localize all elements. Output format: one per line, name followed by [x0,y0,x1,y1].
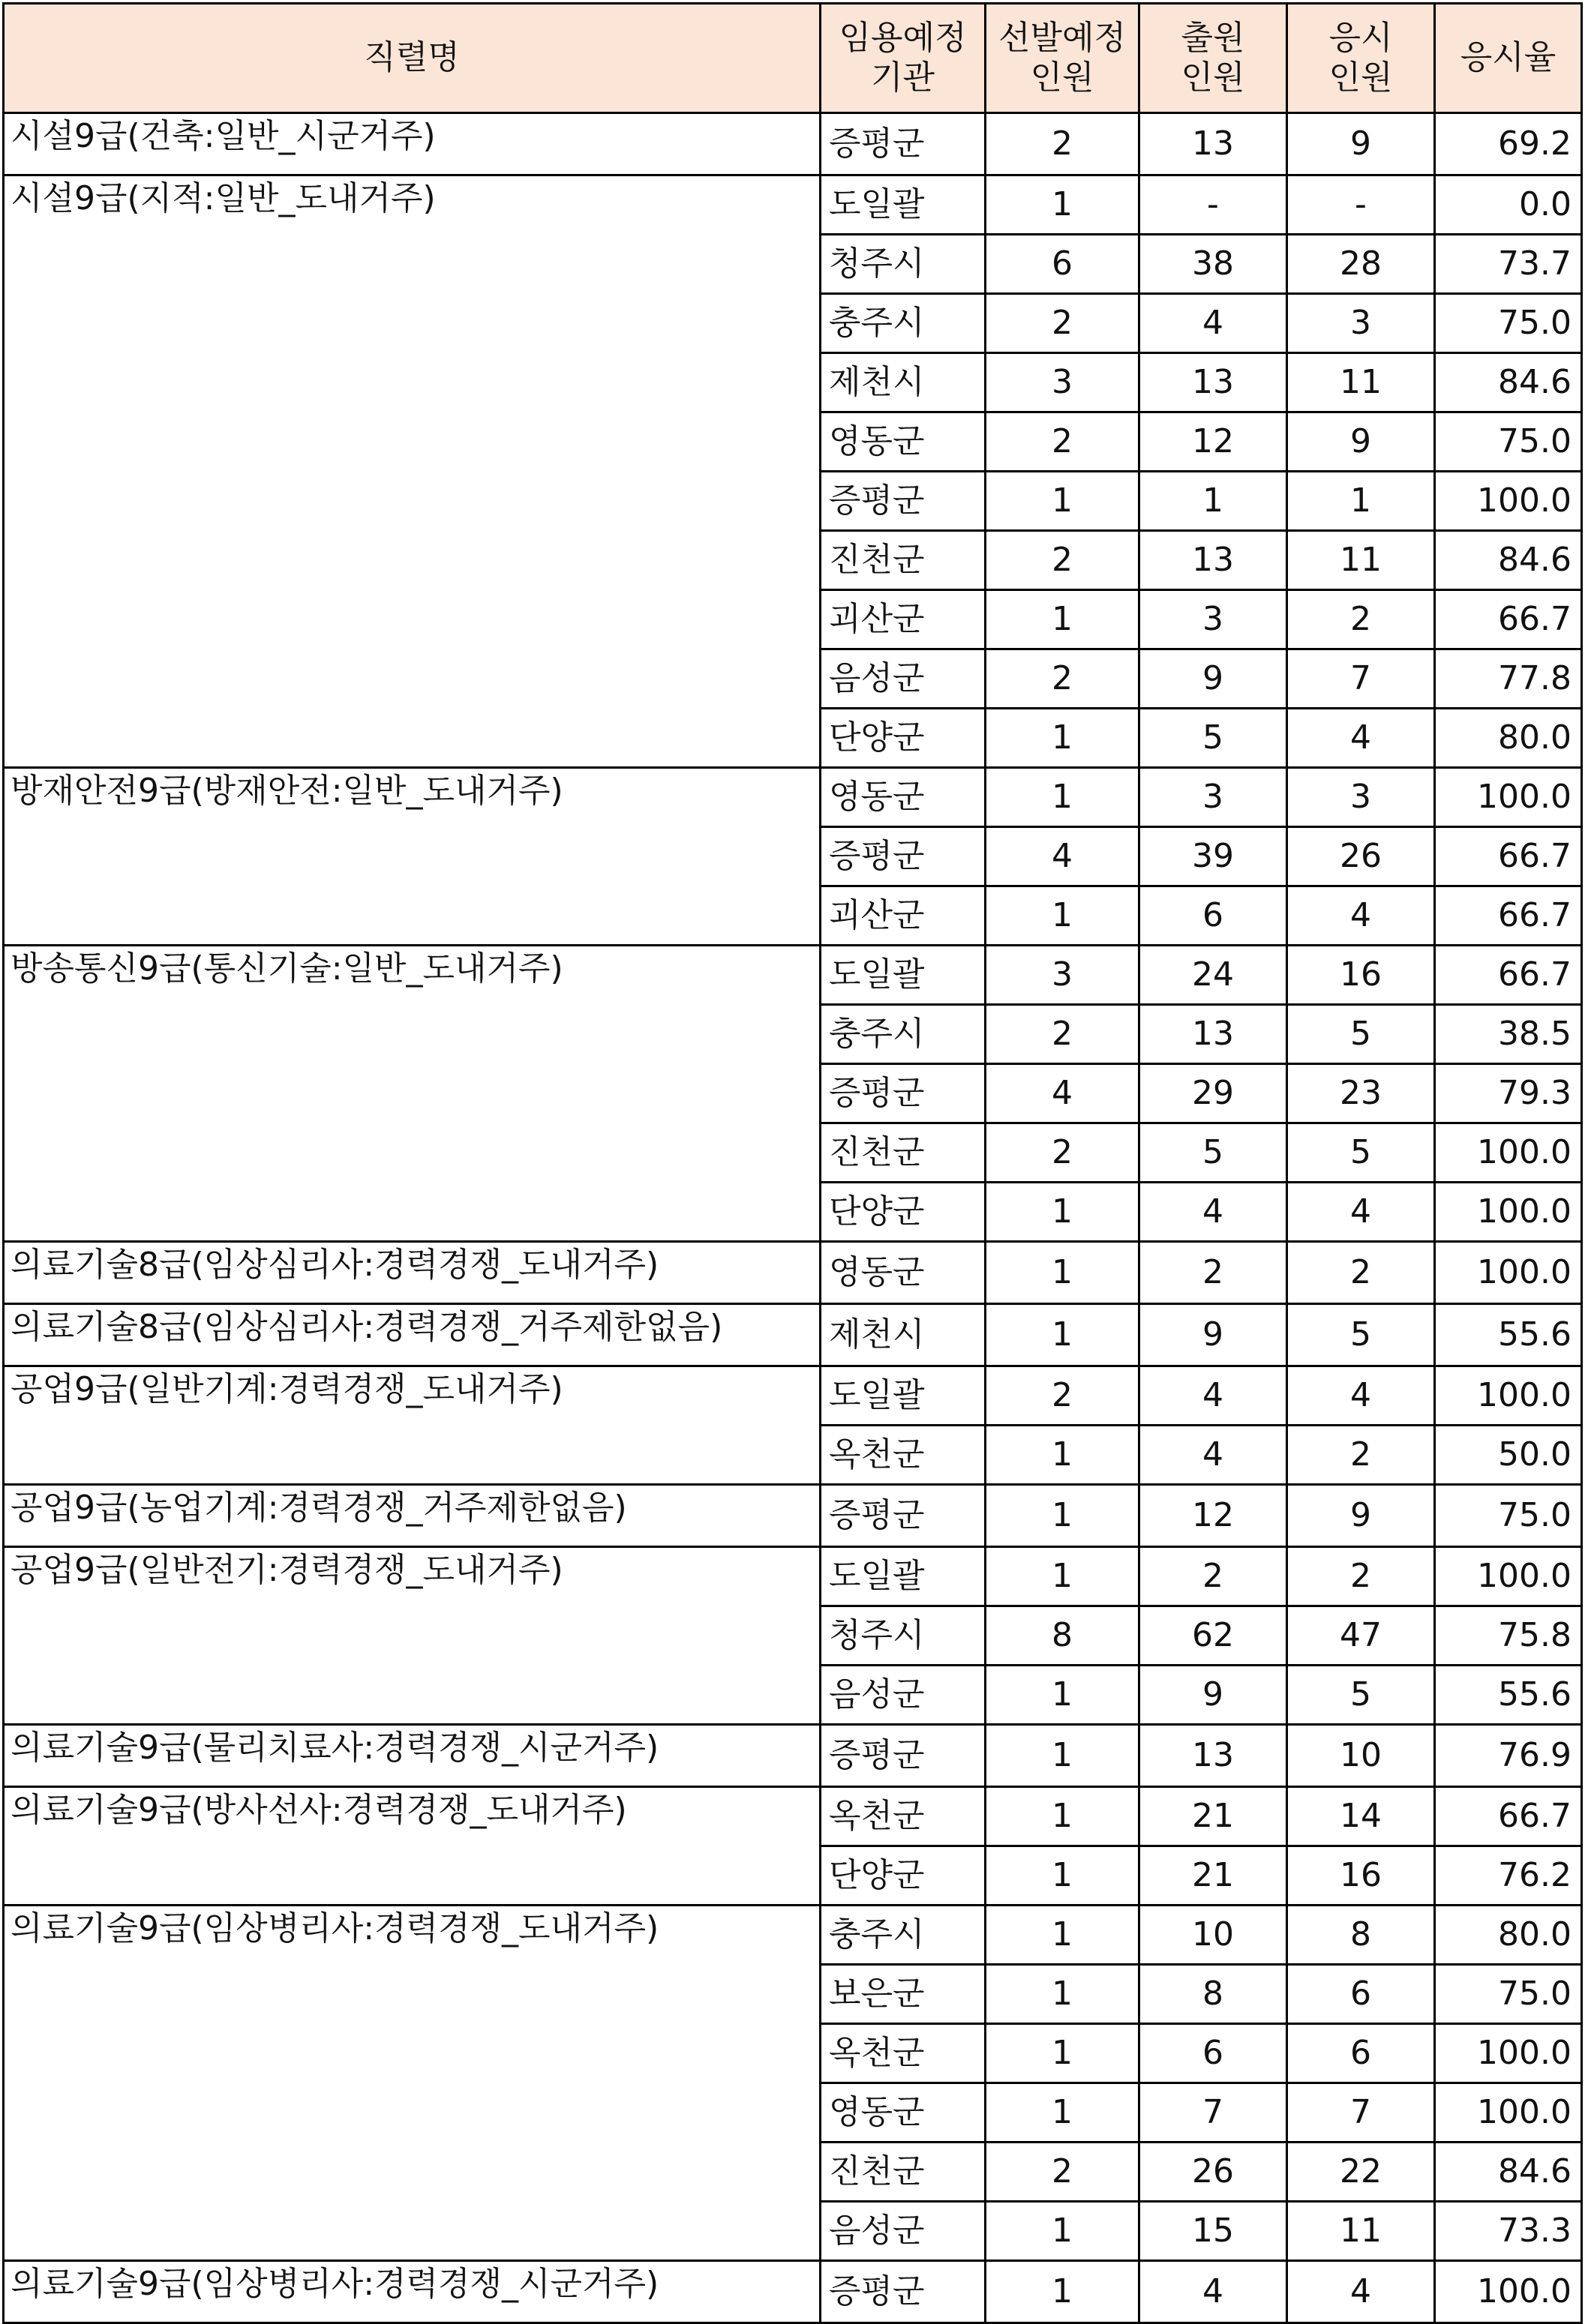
applicants-cell: 1 [1139,472,1287,531]
header-selection: 선발예정 인원 [986,4,1139,113]
examinees-cell: 4 [1287,1183,1435,1242]
applicants-cell: 5 [1139,709,1287,768]
examinees-cell: 5 [1287,1123,1435,1183]
org-cell: 단양군 [821,709,986,768]
rate-cell: 0.0 [1435,175,1582,235]
org-cell: 음성군 [821,1666,986,1725]
org-cell: 음성군 [821,2202,986,2261]
table-row [4,1304,1582,1366]
examinees-cell: 2 [1287,1426,1435,1485]
applicants-cell: 4 [1139,1183,1287,1242]
org-cell: 옥천군 [821,2024,986,2083]
table-row [4,1485,1582,1547]
rate-cell: 100.0 [1435,2261,1582,2323]
selection-cell: 1 [986,2261,1139,2323]
job-title-cell: 의료기술9급(물리치료사:경력경쟁_시군거주) [4,1725,821,1787]
org-cell: 옥천군 [821,1426,986,1485]
rate-cell: 75.8 [1435,1606,1582,1666]
org-cell: 증평군 [821,472,986,531]
examinees-cell: 11 [1287,353,1435,412]
applicants-cell: 29 [1139,1064,1287,1123]
selection-cell: 1 [986,2083,1139,2143]
examinees-cell: 9 [1287,1485,1435,1547]
rate-cell: 100.0 [1435,1183,1582,1242]
job-title-cell: 의료기술9급(임상병리사:경력경쟁_도내거주) [4,1906,821,2261]
rate-cell: 38.5 [1435,1005,1582,1064]
selection-cell: 1 [986,175,1139,235]
org-cell: 영동군 [821,1242,986,1304]
applicants-cell: 5 [1139,1123,1287,1183]
rate-cell: 100.0 [1435,1123,1582,1183]
applicants-cell: 12 [1139,1485,1287,1547]
selection-cell: 2 [986,2143,1139,2202]
org-cell: 진천군 [821,531,986,590]
applicants-cell: 26 [1139,2143,1287,2202]
examinees-cell: 11 [1287,2202,1435,2261]
rate-cell: 100.0 [1435,2083,1582,2143]
examinees-cell: 47 [1287,1606,1435,1666]
selection-cell: 1 [986,886,1139,946]
selection-cell: 1 [986,1965,1139,2024]
selection-cell: 1 [986,1906,1139,1965]
examinees-cell: 1 [1287,472,1435,531]
rate-cell: 50.0 [1435,1426,1582,1485]
rate-cell: 77.8 [1435,649,1582,709]
applicants-cell: 13 [1139,531,1287,590]
rate-cell: 100.0 [1435,2024,1582,2083]
examinees-cell: 4 [1287,2261,1435,2323]
selection-cell: 2 [986,412,1139,472]
selection-cell: 6 [986,235,1139,294]
selection-cell: 1 [986,1304,1139,1366]
examinees-cell: 4 [1287,886,1435,946]
examinees-cell: 22 [1287,2143,1435,2202]
rate-cell: 55.6 [1435,1666,1582,1725]
selection-cell: 1 [986,1787,1139,1846]
applicants-cell: 13 [1139,1725,1287,1787]
applicants-cell: 21 [1139,1846,1287,1906]
job-title-cell: 의료기술9급(임상병리사:경력경쟁_시군거주) [4,2261,821,2323]
table-row [4,1366,1582,1426]
job-title-cell: 공업9급(일반전기:경력경쟁_도내거주) [4,1547,821,1725]
rate-cell: 66.7 [1435,946,1582,1005]
selection-cell: 1 [986,472,1139,531]
org-cell: 제천시 [821,353,986,412]
selection-cell: 1 [986,1547,1139,1606]
applicants-cell: 9 [1139,1666,1287,1725]
table-row [4,1787,1582,1846]
examinees-cell: 3 [1287,768,1435,827]
job-title-cell: 시설9급(지적:일반_도내거주) [4,175,821,768]
job-title-cell: 의료기술8급(임상심리사:경력경쟁_도내거주) [4,1242,821,1304]
selection-cell: 4 [986,1064,1139,1123]
selection-cell: 2 [986,649,1139,709]
selection-cell: 2 [986,531,1139,590]
selection-cell: 1 [986,709,1139,768]
org-cell: 충주시 [821,1005,986,1064]
selection-cell: 2 [986,294,1139,353]
selection-cell: 2 [986,1123,1139,1183]
job-title-cell: 방재안전9급(방재안전:일반_도내거주) [4,768,821,946]
rate-cell: 76.9 [1435,1725,1582,1787]
rate-cell: 73.3 [1435,2202,1582,2261]
selection-cell: 1 [986,1183,1139,1242]
org-cell: 증평군 [821,2261,986,2323]
org-cell: 증평군 [821,1064,986,1123]
header-rate: 응시율 [1435,4,1582,113]
org-cell: 충주시 [821,1906,986,1965]
applicants-cell: 4 [1139,1426,1287,1485]
examinees-cell: 4 [1287,1366,1435,1426]
selection-cell: 1 [986,1426,1139,1485]
org-cell: 증평군 [821,113,986,175]
table-row [4,2261,1582,2323]
applicants-cell: 24 [1139,946,1287,1005]
table-row [4,1547,1582,1606]
examinees-cell: 5 [1287,1304,1435,1366]
examinees-cell: 26 [1287,827,1435,886]
examinees-cell: 5 [1287,1666,1435,1725]
table-row [4,175,1582,235]
rate-cell: 66.7 [1435,886,1582,946]
header-applicants: 출원 인원 [1139,4,1287,113]
rate-cell: 75.0 [1435,1485,1582,1547]
applicants-cell: 9 [1139,649,1287,709]
examinees-cell: 6 [1287,2024,1435,2083]
examinees-cell: 6 [1287,1965,1435,2024]
org-cell: 진천군 [821,2143,986,2202]
applicants-cell: 13 [1139,1005,1287,1064]
selection-cell: 1 [986,1846,1139,1906]
selection-cell: 1 [986,590,1139,649]
applicants-cell: 7 [1139,2083,1287,2143]
examinees-cell: 11 [1287,531,1435,590]
applicants-cell: - [1139,175,1287,235]
selection-cell: 1 [986,1666,1139,1725]
org-cell: 청주시 [821,235,986,294]
rate-cell: 100.0 [1435,1547,1582,1606]
applicants-cell: 3 [1139,768,1287,827]
examinees-cell: 5 [1287,1005,1435,1064]
examinees-cell: 2 [1287,1547,1435,1606]
applicants-cell: 9 [1139,1304,1287,1366]
org-cell: 제천시 [821,1304,986,1366]
selection-cell: 2 [986,113,1139,175]
rate-cell: 79.3 [1435,1064,1582,1123]
rate-cell: 75.0 [1435,1965,1582,2024]
applicants-cell: 13 [1139,113,1287,175]
rate-cell: 80.0 [1435,1906,1582,1965]
applicants-cell: 62 [1139,1606,1287,1666]
selection-cell: 1 [986,2024,1139,2083]
org-cell: 증평군 [821,1725,986,1787]
rate-cell: 100.0 [1435,768,1582,827]
applicants-cell: 8 [1139,1965,1287,2024]
selection-cell: 3 [986,353,1139,412]
selection-cell: 1 [986,1725,1139,1787]
org-cell: 괴산군 [821,886,986,946]
rate-cell: 100.0 [1435,472,1582,531]
org-cell: 청주시 [821,1606,986,1666]
applicants-cell: 3 [1139,590,1287,649]
applicants-cell: 2 [1139,1547,1287,1606]
examinees-cell: 2 [1287,590,1435,649]
selection-cell: 1 [986,2202,1139,2261]
applicants-cell: 38 [1139,235,1287,294]
applicants-cell: 13 [1139,353,1287,412]
applicants-cell: 4 [1139,2261,1287,2323]
rate-cell: 100.0 [1435,1242,1582,1304]
examinees-cell: 16 [1287,1846,1435,1906]
applicants-cell: 2 [1139,1242,1287,1304]
job-title-cell: 방송통신9급(통신기술:일반_도내거주) [4,946,821,1242]
examinees-cell: 7 [1287,2083,1435,2143]
recruitment-table-container [2,2,1583,2324]
applicants-cell: 6 [1139,2024,1287,2083]
org-cell: 영동군 [821,412,986,472]
examinees-cell: 3 [1287,294,1435,353]
org-cell: 영동군 [821,2083,986,2143]
selection-cell: 4 [986,827,1139,886]
org-cell: 충주시 [821,294,986,353]
examinees-cell: 28 [1287,235,1435,294]
table-row [4,113,1582,175]
rate-cell: 75.0 [1435,294,1582,353]
selection-cell: 1 [986,1242,1139,1304]
applicants-cell: 10 [1139,1906,1287,1965]
examinees-cell: 16 [1287,946,1435,1005]
applicants-cell: 21 [1139,1787,1287,1846]
examinees-cell: - [1287,175,1435,235]
selection-cell: 3 [986,946,1139,1005]
examinees-cell: 4 [1287,709,1435,768]
header-job: 직렬명 [4,4,821,113]
rate-cell: 80.0 [1435,709,1582,768]
applicants-cell: 6 [1139,886,1287,946]
table-row [4,1725,1582,1787]
rate-cell: 69.2 [1435,113,1582,175]
rate-cell: 84.6 [1435,531,1582,590]
selection-cell: 1 [986,1485,1139,1547]
examinees-cell: 8 [1287,1906,1435,1965]
table-row [4,768,1582,827]
applicants-cell: 15 [1139,2202,1287,2261]
org-cell: 도일괄 [821,1547,986,1606]
recruitment-table [2,2,1583,2324]
header-org: 임용예정 기관 [821,4,986,113]
rate-cell: 66.7 [1435,827,1582,886]
rate-cell: 84.6 [1435,353,1582,412]
examinees-cell: 23 [1287,1064,1435,1123]
applicants-cell: 39 [1139,827,1287,886]
job-title-cell: 시설9급(건축:일반_시군거주) [4,113,821,175]
selection-cell: 8 [986,1606,1139,1666]
job-title-cell: 공업9급(농업기계:경력경쟁_거주제한없음) [4,1485,821,1547]
org-cell: 옥천군 [821,1787,986,1846]
table-row [4,946,1582,1005]
rate-cell: 75.0 [1435,412,1582,472]
org-cell: 도일괄 [821,946,986,1005]
org-cell: 증평군 [821,1485,986,1547]
org-cell: 증평군 [821,827,986,886]
applicants-cell: 4 [1139,294,1287,353]
selection-cell: 1 [986,768,1139,827]
org-cell: 진천군 [821,1123,986,1183]
rate-cell: 84.6 [1435,2143,1582,2202]
rate-cell: 66.7 [1435,590,1582,649]
org-cell: 괴산군 [821,590,986,649]
job-title-cell: 의료기술8급(임상심리사:경력경쟁_거주제한없음) [4,1304,821,1366]
examinees-cell: 14 [1287,1787,1435,1846]
org-cell: 보은군 [821,1965,986,2024]
org-cell: 단양군 [821,1183,986,1242]
examinees-cell: 2 [1287,1242,1435,1304]
rate-cell: 76.2 [1435,1846,1582,1906]
table-body [4,113,1582,2323]
table-row [4,1906,1582,1965]
examinees-cell: 7 [1287,649,1435,709]
org-cell: 음성군 [821,649,986,709]
header-examinees: 응시 인원 [1287,4,1435,113]
examinees-cell: 9 [1287,113,1435,175]
applicants-cell: 12 [1139,412,1287,472]
selection-cell: 2 [986,1005,1139,1064]
rate-cell: 66.7 [1435,1787,1582,1846]
org-cell: 도일괄 [821,1366,986,1426]
table-row [4,1242,1582,1304]
job-title-cell: 의료기술9급(방사선사:경력경쟁_도내거주) [4,1787,821,1906]
org-cell: 영동군 [821,768,986,827]
org-cell: 단양군 [821,1846,986,1906]
applicants-cell: 4 [1139,1366,1287,1426]
org-cell: 도일괄 [821,175,986,235]
selection-cell: 2 [986,1366,1139,1426]
job-title-cell: 공업9급(일반기계:경력경쟁_도내거주) [4,1366,821,1485]
examinees-cell: 9 [1287,412,1435,472]
rate-cell: 73.7 [1435,235,1582,294]
examinees-cell: 10 [1287,1725,1435,1787]
rate-cell: 100.0 [1435,1366,1582,1426]
table-header-row [4,4,1582,113]
rate-cell: 55.6 [1435,1304,1582,1366]
